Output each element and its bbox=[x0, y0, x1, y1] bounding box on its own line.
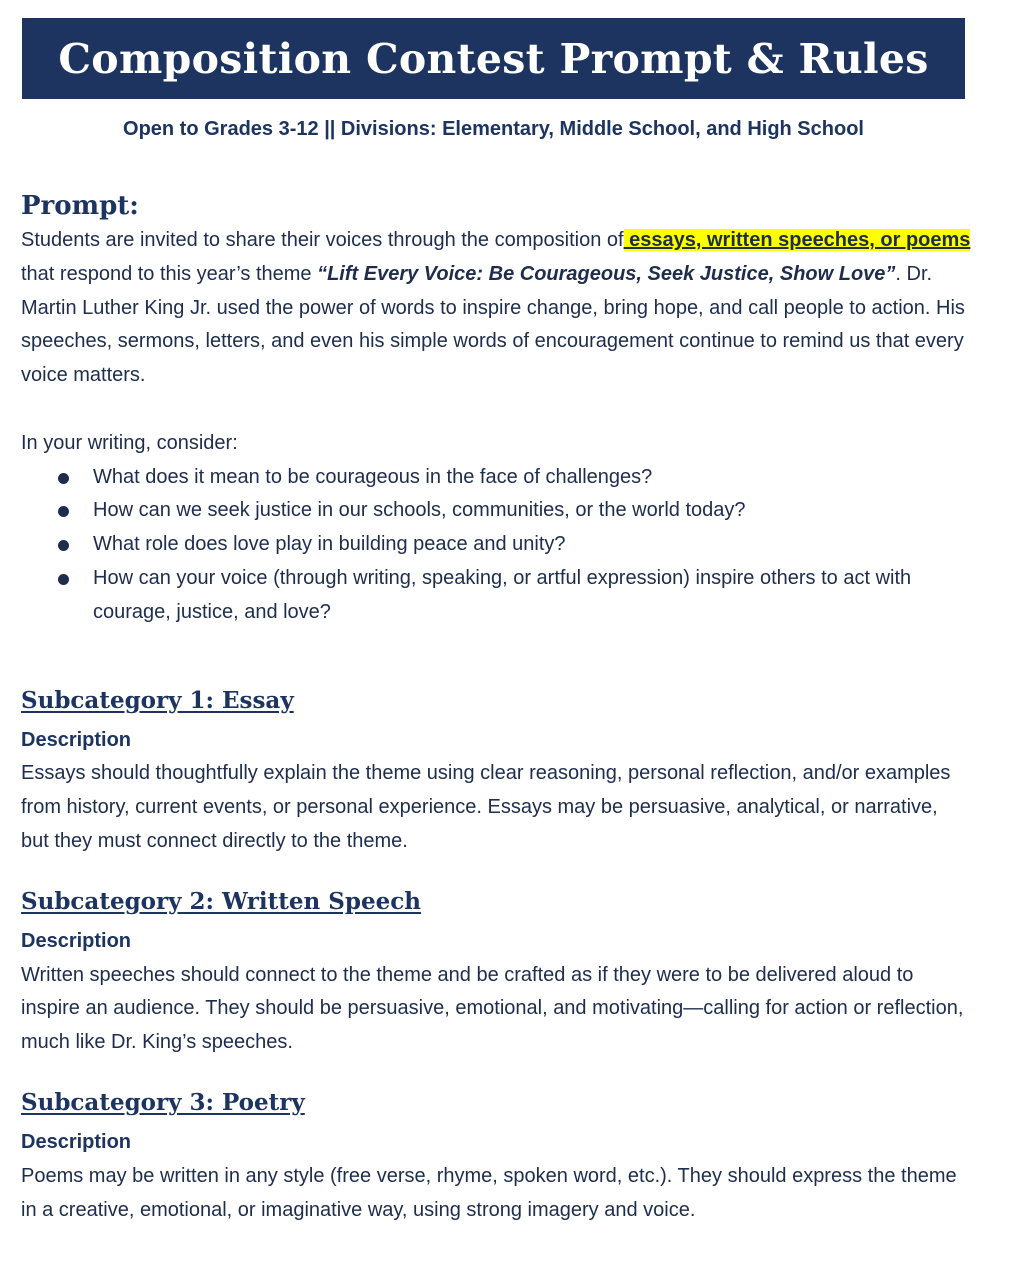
question-list bbox=[21, 461, 971, 630]
bullet-icon bbox=[58, 473, 69, 484]
prompt-context-text: . Dr. Martin Luther King Jr. used the power of words to inspire change, bring hope, and call people to action. His speeches, sermons, letters, and even his simple words of encouragement continue to remind us that every voice matters. bbox=[21, 262, 965, 387]
question-text: What role does love play in building peace and unity? bbox=[93, 533, 566, 556]
description-text: Essays should thoughtfully explain the theme using clear reasoning, personal reflection, and/or examples from history, current events, or personal experience. Essays may be persuasive, analytical, or narrative, but they must connect directly to the theme. bbox=[21, 762, 951, 852]
question-text: How can your voice (through writing, speaking, or artful expression) inspire others to act with courage, justice, and love? bbox=[93, 566, 912, 623]
subcategory-written-speech bbox=[21, 887, 971, 1060]
question-text: What does it mean to be courageous in the face of challenges? bbox=[93, 465, 653, 488]
description-text: Written speeches should connect to the theme and be crafted as if they were to be delivered aloud to inspire an audience. They should be persuasive, emotional, and motivating—calling for action or reflection, much like Dr. King’s speeches. bbox=[21, 963, 964, 1054]
list-item bbox=[21, 461, 971, 495]
page-title: Composition Contest Prompt & Rules bbox=[58, 34, 929, 83]
question-text: How can we seek justice in our schools, communities, or the world today? bbox=[93, 499, 746, 522]
prompt-theme-lead: that respond to this year’s theme bbox=[21, 262, 318, 285]
prompt-heading: Prompt: bbox=[21, 191, 139, 221]
subcategory-heading: Subcategory 3: Poetry bbox=[21, 1088, 305, 1116]
description-label: Description bbox=[21, 1130, 132, 1153]
description-label: Description bbox=[21, 728, 132, 751]
document-body bbox=[21, 188, 971, 1227]
subcategory-poetry bbox=[21, 1088, 971, 1227]
subcategory-essay bbox=[21, 686, 971, 859]
title-banner bbox=[22, 18, 965, 99]
subcategory-heading: Subcategory 2: Written Speech bbox=[21, 887, 421, 915]
section-gap bbox=[21, 630, 971, 686]
list-item bbox=[21, 494, 971, 528]
subcategory-heading: Subcategory 1: Essay bbox=[21, 686, 294, 714]
list-item bbox=[21, 528, 971, 562]
bullet-icon bbox=[58, 506, 69, 517]
section-gap bbox=[21, 859, 971, 887]
bullet-icon bbox=[58, 540, 69, 551]
highlighted-formats: essays, written speeches, or poems bbox=[623, 229, 971, 251]
theme-title: “Lift Every Voice: Be Courageous, Seek Justice, Show Love” bbox=[317, 262, 896, 285]
description-text: Poems may be written in any style (free verse, rhyme, spoken word, etc.). They should express the theme in a creative, emotional, or imaginative way, using strong imagery and voice. bbox=[21, 1164, 957, 1221]
prompt-paragraph bbox=[21, 224, 971, 393]
list-item bbox=[21, 562, 971, 630]
consider-label: In your writing, consider: bbox=[21, 431, 238, 454]
eligibility-subtitle: Open to Grades 3-12 || Divisions: Elementary, Middle School, and High School bbox=[123, 118, 864, 140]
section-gap bbox=[21, 1060, 971, 1088]
paragraph-gap bbox=[21, 393, 971, 427]
bullet-icon bbox=[58, 574, 69, 585]
description-label: Description bbox=[21, 929, 132, 952]
prompt-intro-text: Students are invited to share their voices through the composition of bbox=[21, 229, 624, 251]
